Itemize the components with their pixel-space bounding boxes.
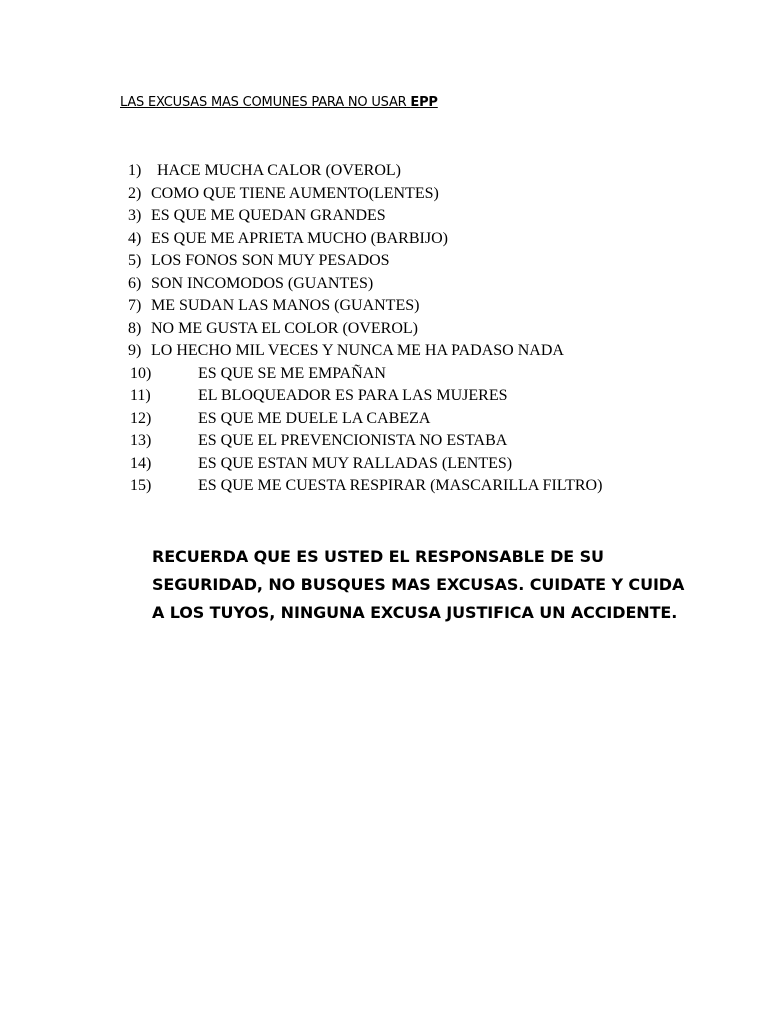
document-title [106, 94, 438, 112]
list-item-number: 15) [130, 477, 152, 494]
list-item-text: ES QUE SE ME EMPAÑAN [198, 364, 386, 382]
list-item [128, 295, 602, 318]
list-item-text: HACE MUCHA CALOR (OVEROL) [157, 162, 401, 179]
list-item-text: ME SUDAN LAS MANOS (GUANTES) [151, 297, 420, 314]
list-item-text: ES QUE ME CUESTA RESPIRAR (MASCARILLA FILTRO) [198, 477, 603, 494]
title-bold-epp: EPP [410, 95, 438, 110]
excuses-list [128, 160, 602, 498]
list-item-number: 11) [130, 387, 151, 404]
list-item-number: 13) [130, 432, 152, 449]
list-item-number: 14) [130, 454, 152, 472]
list-item [128, 228, 602, 251]
title-indent [106, 94, 120, 112]
list-item-number: 3) [128, 207, 142, 224]
list-item-text: LO HECHO MIL VECES Y NUNCA ME HA PADASO NADA [151, 342, 564, 359]
list-item [128, 385, 602, 408]
safety-message-line: SEGURIDAD, NO BUSQUES MAS EXCUSAS. CUIDATE Y CUIDA [152, 575, 685, 594]
safety-message-line: A LOS TUYOS, NINGUNA EXCUSA JUSTIFICA UN ACCIDENTE. [152, 603, 678, 622]
list-item [128, 318, 602, 341]
list-item-text: ES QUE ME DUELE LA CABEZA [198, 409, 431, 427]
list-item [128, 340, 602, 363]
list-item-number: 1) [128, 162, 142, 179]
list-item [128, 183, 602, 206]
list-item [128, 273, 602, 296]
list-item-text: COMO QUE TIENE AUMENTO(LENTES) [151, 184, 439, 202]
title-text: LAS EXCUSAS MAS COMUNES PARA NO USAR [120, 95, 407, 110]
list-item-text: EL BLOQUEADOR ES PARA LAS MUJERES [198, 387, 508, 404]
list-item [128, 250, 602, 273]
list-item-text: LOS FONOS SON MUY PESADOS [151, 252, 390, 269]
list-item [128, 408, 602, 431]
safety-message [152, 543, 692, 627]
list-item [128, 363, 602, 386]
list-item-number: 12) [130, 409, 152, 427]
list-item-number: 10) [130, 364, 152, 382]
list-item-text: ES QUE ME QUEDAN GRANDES [151, 207, 386, 224]
list-item-text: SON INCOMODOS (GUANTES) [151, 274, 374, 292]
list-item-number: 6) [128, 274, 142, 292]
list-item-text: NO ME GUSTA EL COLOR (OVEROL) [151, 319, 418, 337]
list-item-number: 4) [128, 229, 142, 247]
list-item-text: ES QUE ME APRIETA MUCHO (BARBIJO) [151, 229, 448, 247]
list-item [128, 453, 602, 476]
list-item [128, 205, 602, 228]
safety-message-line: RECUERDA QUE ES USTED EL RESPONSABLE DE SU [152, 547, 604, 566]
list-item [128, 475, 602, 498]
list-item-text: ES QUE EL PREVENCIONISTA NO ESTABA [198, 432, 508, 449]
list-item-number: 7) [128, 297, 142, 314]
list-item-number: 2) [128, 184, 142, 202]
list-item-number: 8) [128, 319, 142, 337]
list-item [128, 160, 602, 183]
list-item-text: ES QUE ESTAN MUY RALLADAS (LENTES) [198, 454, 513, 472]
list-item [128, 430, 602, 453]
list-item-number: 5) [128, 252, 142, 269]
list-item-number: 9) [128, 342, 142, 359]
